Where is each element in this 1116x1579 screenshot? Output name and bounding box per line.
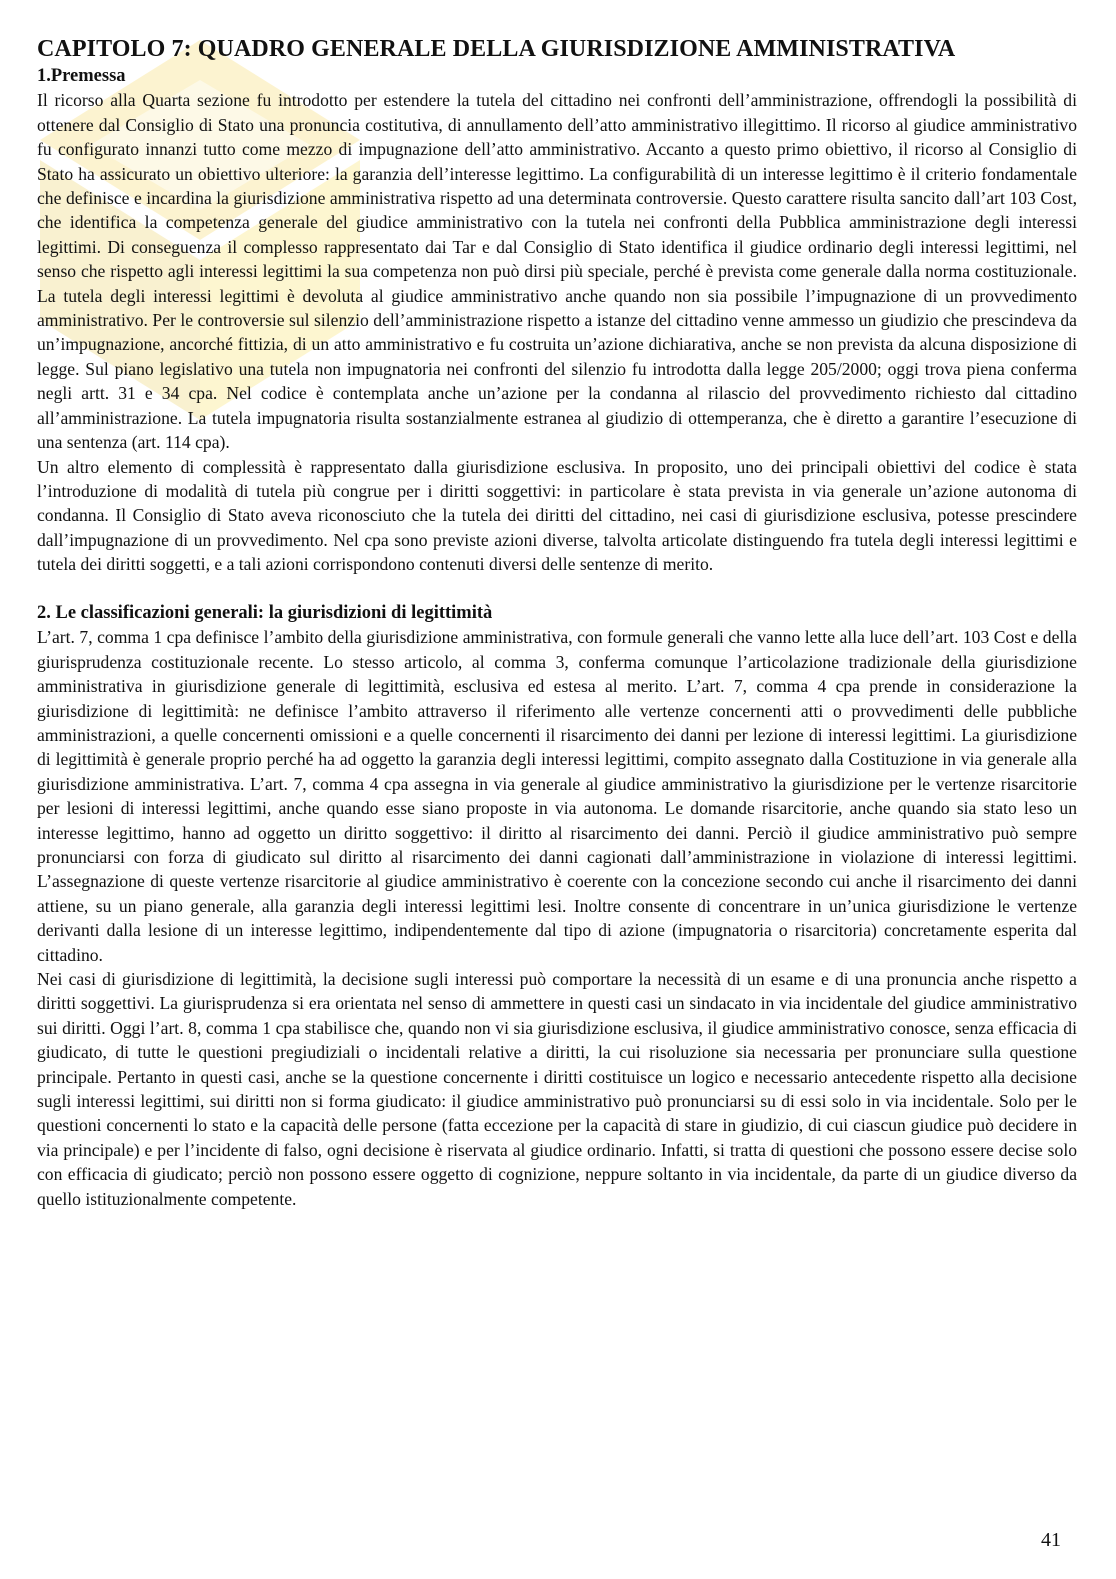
page-number: 41 <box>1041 1529 1061 1551</box>
paragraph: Il ricorso alla Quarta sezione fu introdotto per estendere la tutela del cittadino nei confronti dell’amministrazione, offrendogli la possibilità di ottenere dal Consiglio di Stato una pronuncia costitutiva, di annullamento dell’atto amministrativo illegittimo. Il ricorso al giudice amministrativo fu configurato innanzi tutto come mezzo di impugnazione dell’atto amministrativo. Accanto a questo primo obiettivo, il ricorso al Consiglio di Stato ha assicurato un obiettivo ulteriore: la garanzia dell’interesse legittimo. La configurabilità di un interesse legittimo è il criterio fondamentale che definisce e incardina la giurisdizione amministrativa rispetto ad una determinata controversie. Questo carattere risulta sancito dall’art 103 Cost, che identifica la competenza generale del giudice amministrativo con la tutela nei confronti della Pubblica amministrazione degli interessi legittimi. Di conseguenza il complesso rappresentato dai Tar e dal Consiglio di Stato identifica il giudice ordinario degli interessi legittimi, nel senso che rispetto agli interessi legittimi la sua competenza non può dirsi più speciale, perché è prevista come generale dalla norma costituzionale. La tutela degli interessi legittimi è devoluta al giudice amministrativo anche quando non sia possibile l’impugnazione di un provvedimento amministrativo. Per le controversie sul silenzio dell’amministrazione rispetto a istanze del cittadino venne ammesso un giudizio che prescindeva da un’impugnazione, ancorché fittizia, di un atto amministrativo e fu costruita un’azione dichiarativa, anche se non prevista da alcuna disposizione di legge. Sul piano legislativo una tutela non impugnatoria nei confronti del silenzio fu introdotta dalla legge 205/2000; oggi trova piena conferma negli artt. 31 e 34 cpa. Nel codice è contemplata anche un’azione per la condanna al rilascio del provvedimento richiesto dal cittadino all’amministrazione. La tutela impugnatoria risulta sostanzialmente estranea al giudizio di ottemperanza, che è diretto a garantire l’esecuzione di una sentenza (art. 114 cpa). <box>37 90 1077 453</box>
paragraph: Un altro elemento di complessità è rappresentato dalla giurisdizione esclusiva. In proposito, uno dei principali obiettivi del codice è stata l’introduzione di modalità di tutela più congrue per i diritti soggettivi: in particolare è stata prevista in via generale un’azione autonoma di condanna. Il Consiglio di Stato aveva riconosciuto che la tutela dei diritti del cittadino, nei casi di giurisdizione esclusiva, potesse prescindere dall’impugnazione di un provvedimento. Nel cpa sono previste azioni diverse, talvolta articolate distinguendo fra tutela degli interessi legittimi e tutela dei diritti soggetti, e a tali azioni corrispondono contenuti diversi delle sentenze di merito. <box>37 456 1077 575</box>
section-heading: 1.Premessa <box>37 66 126 86</box>
section-heading: 2. Le classificazioni generali: la giurisdizioni di legittimità <box>37 602 493 623</box>
chapter-title: CAPITOLO 7: QUADRO GENERALE DELLA GIURISDIZIONE AMMINISTRATIVA <box>37 36 956 62</box>
document-page <box>37 34 1077 1211</box>
paragraph: Nei casi di giurisdizione di legittimità, la decisione sugli interessi può comportare la necessità di un esame e di una pronuncia anche rispetto a diritti soggettivi. La giurisprudenza si era orientata nel senso di ammettere in questi casi un sindacato in via incidentale del giudice amministrativo sui diritti. Oggi l’art. 8, comma 1 cpa stabilisce che, quando non vi sia giurisdizione esclusiva, il giudice amministrativo conosce, senza efficacia di giudicato, di tutte le questioni pregiudiziali o incidentali relative a diritti, la cui risoluzione sia necessaria per pronunciare sulla questione principale. Pertanto in questi casi, anche se la questione concernente i diritti costituisce un logico e necessario antecedente rispetto alla decisione sugli interessi legittimi, sui diritti non si forma giudicato: il giudice amministrativo può pronunciarsi su di essi solo in via incidentale. Solo per le questioni concernenti lo stato e la capacità delle persone (fatta eccezione per la capacità di stare in giudizio, di cui ciascun giudice può decidere in via principale) e per l’incidente di falso, ogni decisione è riservata al giudice ordinario. Infatti, si tratta di questioni che possono essere decise solo con efficacia di giudicato; perciò non possono essere oggetto di cognizione, neppure soltanto in via incidentale, da parte di un giudice diverso da quello istituzionalmente competente. <box>37 969 1077 1209</box>
paragraph: L’art. 7, comma 1 cpa definisce l’ambito della giurisdizione amministrativa, con formule generali che vanno lette alla luce dell’art. 103 Cost e della giurisprudenza costituzionale recente. Lo stesso articolo, al comma 3, conferma comunque l’articolazione tradizionale della giurisdizione amministrativa in giurisdizione generale di legittimità, esclusiva ed estesa al merito. L’art. 7, comma 4 cpa prende in considerazione la giurisdizione di legittimità: ne definisce l’ambito attraverso il riferimento alle vertenze concernenti atti o provvedimenti delle pubbliche amministrazioni, a quelle concernenti omissioni e a quelle concernenti il risarcimento dei danni per lezione di interessi legittimi. La giurisdizione di legittimità è generale proprio perché ha ad oggetto la garanzia degli interessi legittimi, compito assegnato dalla Costituzione in via generale alla giurisdizione amministrativa. L’art. 7, comma 4 cpa assegna in via generale al giudice amministrativo la giurisdizione per le vertenze risarcitorie per lesioni di interessi legittimi, anche quando esse siano proposte in via autonoma. Le domande risarcitorie, anche quando sia stato leso un interesse legittimo, hanno ad oggetto un diritto soggettivo: il diritto al risarcimento dei danni. Perciò il giudice amministrativo può sempre pronunciarsi con forza di giudicato sul diritto al risarcimento dei danni cagionati dall’amministrazione in violazione di interessi legittimi. L’assegnazione di queste vertenze risarcitorie al giudice amministrativo è coerente con la concezione secondo cui anche il risarcimento dei danni attiene, su un piano generale, alla garanzia degli interessi legittimi lesi. Inoltre consente di concentrare in un’unica giurisdizione le vertenze derivanti dalla lesione di un interesse legittimo, indipendentemente dal tipo di azione (impugnatoria o risarcitoria) concretamente esperita dal cittadino. <box>37 627 1077 965</box>
